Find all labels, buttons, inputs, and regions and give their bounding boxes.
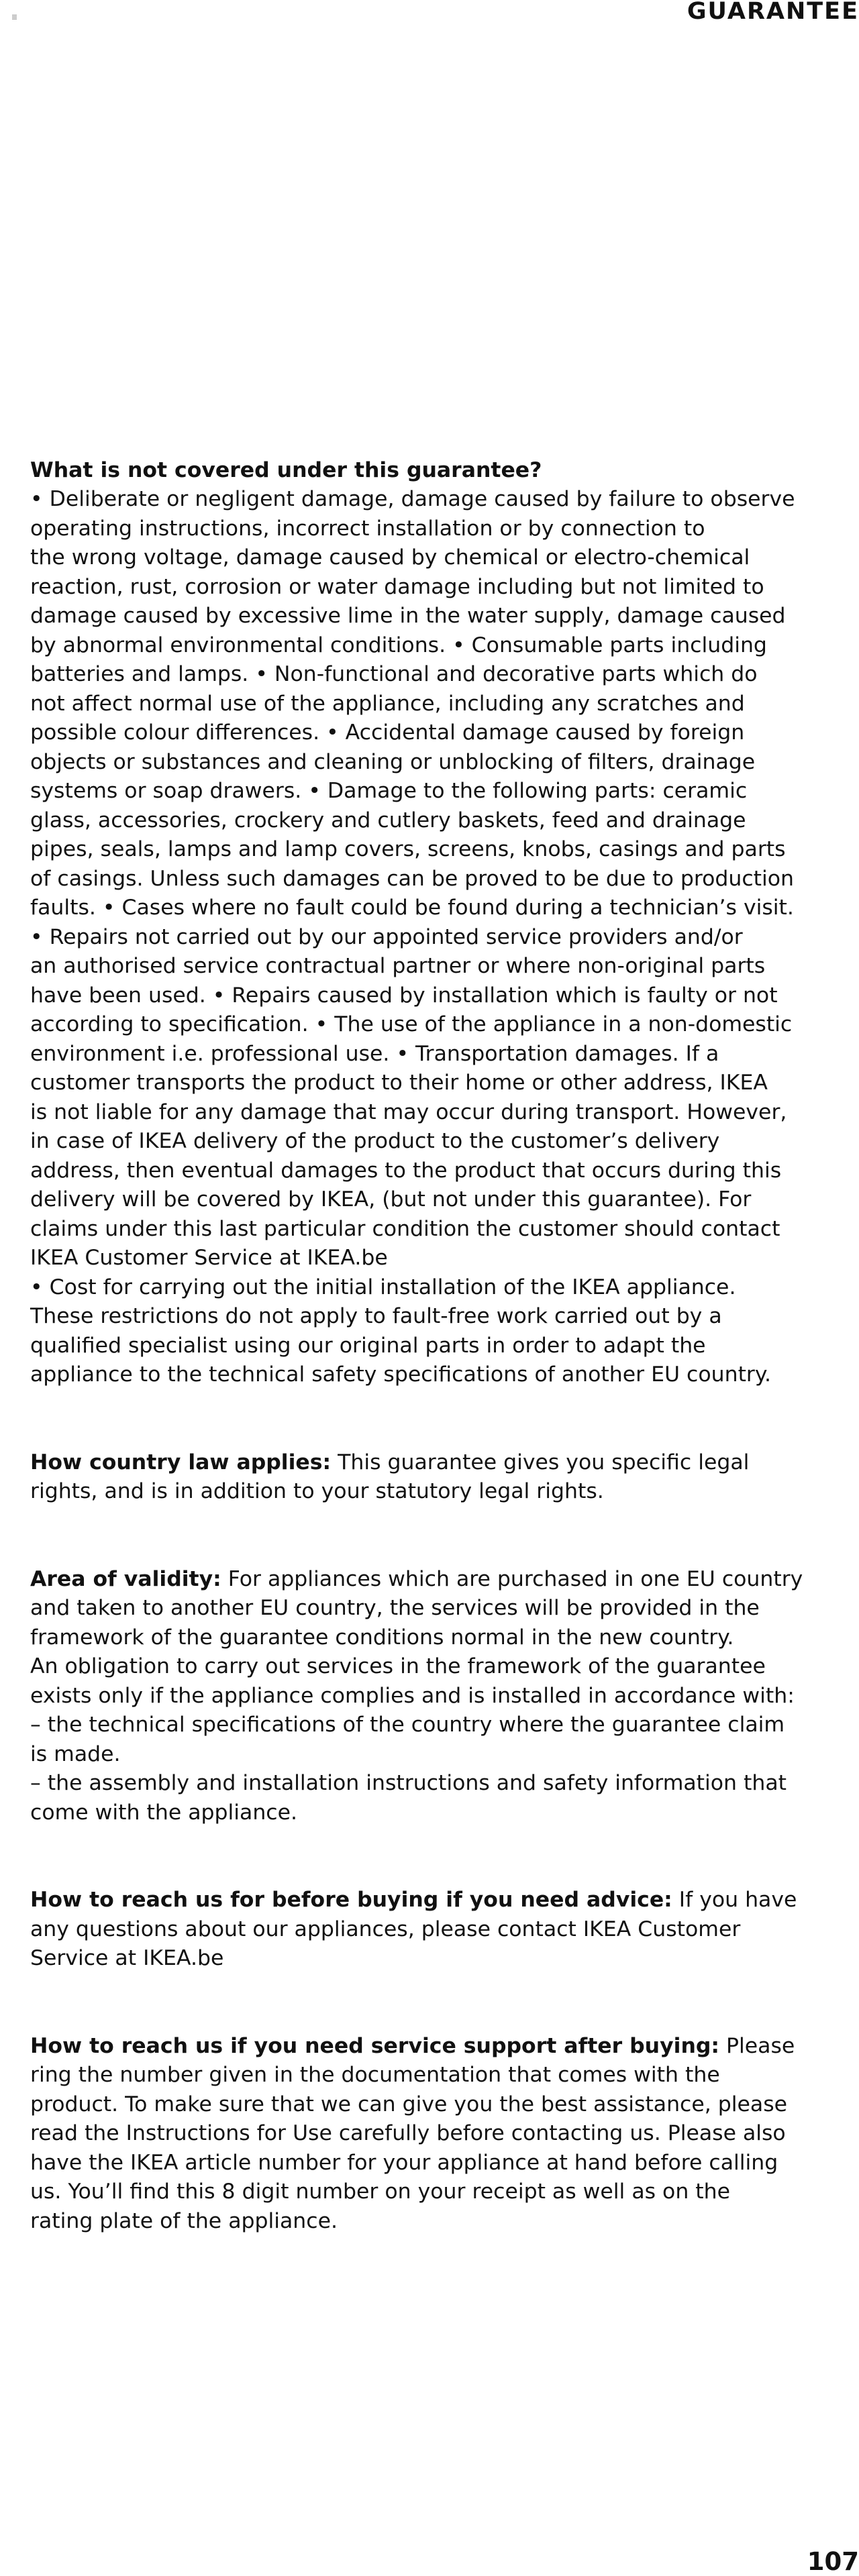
not-covered-body: • Deliberate or negligent damage, damage caused by failure to observe operating instructions, incorrect installation or by connection to the wrong voltage, damage caused by chemical or electro-chemical reaction, rust, corrosion or water damage including but not limited to damage caused by excessive lime in the water supply, damage caused by abnormal environmental conditions. • Consumable parts including batteries and lamps. • Non-functional and decorative parts which do not affect normal use of the appliance, including any scratches and possible colour differences. • Accidental damage caused by foreign objects or substances and cleaning or unblocking of filters, drainage systems or soap drawers. • Damage to the following parts: ceramic glass, accessories, crockery and cutlery baskets, feed and drainage pipes, seals, lamps and lamp covers, screens, knobs, casings and parts of casings. Unless such damages can be proved to be due to production faults. • Cases where no fault could be found during a technician’s visit. • Repairs not carried out by our appointed service providers and/or an authorised service contractual partner or where non-original parts have been used. • Repairs caused by installation which is faulty or not according to specification. • The use of the appliance in a non-domestic environment i.e. professional use. • Transportation damages. If a customer transports the product to their home or other address, IKEA is not liable for any damage that may occur during transport. However, in case of IKEA delivery of the product to the customer’s delivery address, then eventual damages to the product that occurs during this delivery will be covered by IKEA, (but not under this guarantee). For claims under this last particular condition the customer should contact IKEA Customer Service at IKEA.be • Cost for carrying out the initial installation of the IKEA appliance. These restrictions do not apply to fault-free work carried out by a qualified specialist using our original parts in order to adapt the appliance to the technical safety specifications of another EU country. [30,487,795,1387]
running-header: GUARANTEE [687,0,859,25]
service-heading: How to reach us if you need service support after buying: [30,2033,720,2058]
country-law-heading: How country law applies: [30,1450,332,1474]
validity-body: For appliances which are purchased in one EU country and taken to another EU country, the services will be provided in the framework of the guarantee conditions normal in the new country. An obligation to carry out services in the framework of the guarantee exists only if the appliance complies and is installed in accordance with: – the technical specifications of the country where the guarantee claim is made. – the assembly and installation instructions and safety information that come with the appliance. [30,1566,803,1825]
page-number: 107 [807,2547,859,2576]
advice-heading: How to reach us for before buying if you need advice: [30,1888,672,1912]
service-section [30,2032,850,2237]
validity-section [30,1565,850,1828]
guarantee-text [30,427,850,2265]
validity-heading: Area of validity: [30,1566,221,1591]
country-law-body: This guarantee gives you specific legal rights, and is in addition to your statutory legal rights. [30,1450,750,1503]
not-covered-heading: What is not covered under this guarantee? [30,458,542,482]
advice-body: If you have any questions about our appliances, please contact IKEA Customer Service at IKEA.be [30,1888,797,1970]
country-law-section [30,1448,850,1507]
corner-mark [12,15,17,19]
advice-section [30,1886,850,1974]
service-body: Please ring the number given in the documentation that comes with the product. To make sure that we can give you the best assistance, please read the Instructions for Use carefully before contacting us. Please also have the IKEA article number for your appliance at hand before calling us. You’ll find this 8 digit number on your receipt as well as on the rating plate of the appliance. [30,2033,795,2233]
not-covered-section [30,456,850,1390]
